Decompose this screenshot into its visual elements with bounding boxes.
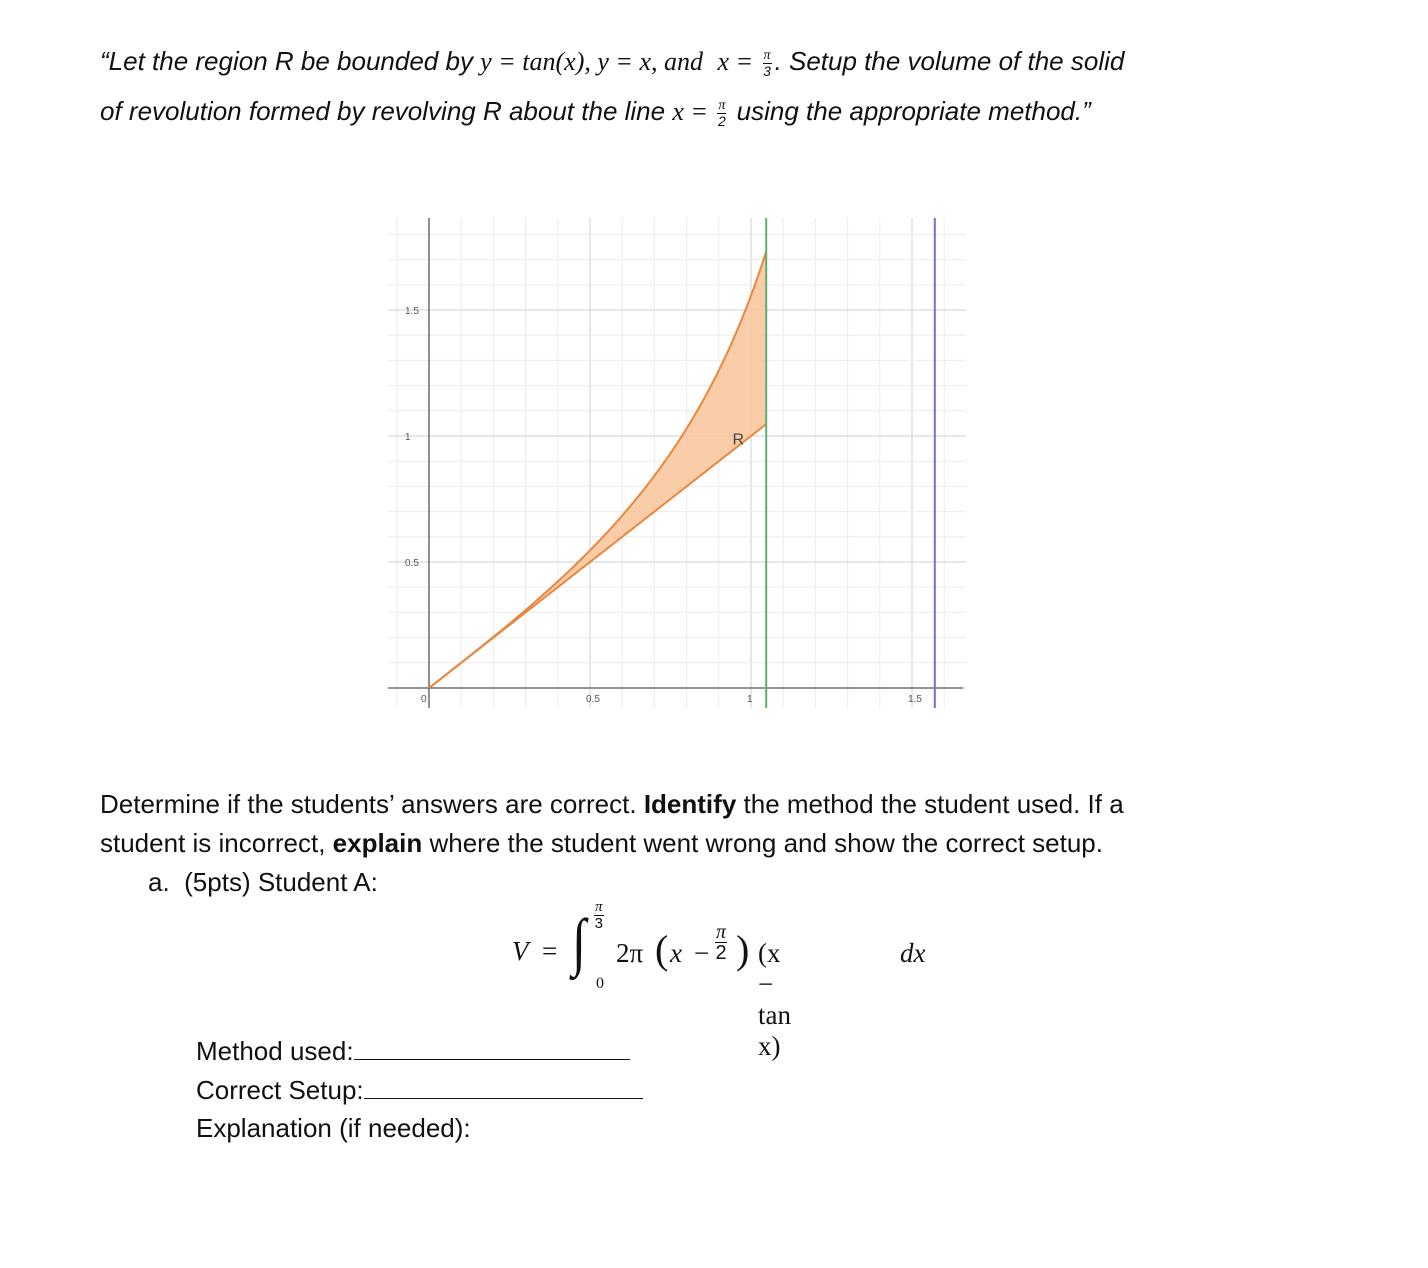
instr-bold-identify: Identify [643,789,737,819]
fraction-pi-over-3 [763,49,772,78]
instr-text: Determine if the students’ answers are correct. [100,789,644,819]
x-tick-label: 1.5 [908,694,922,705]
line-y-equals-x [429,424,766,688]
formula-two-pi: 2π [616,938,644,968]
pi-num: π [716,921,727,943]
math-x: x [639,47,651,76]
formula-equals: = [542,936,558,966]
math-x3: x [672,97,684,126]
lower-limit: 0 [596,975,604,992]
method-used-label: Method used: [196,1036,354,1066]
fraction-pi-over-2 [717,99,726,128]
method-used-row [196,1035,630,1067]
math-equals2: = [608,47,640,76]
formula-minus: − [694,938,710,968]
frac-num: π [763,47,771,63]
x-tick-label: 1 [747,694,753,705]
instr-text-3: student is incorrect, [100,828,333,858]
math-comma: , [651,47,664,76]
instr-text-2: the method the student used. If a [736,789,1124,819]
item-a [148,867,378,898]
correct-setup-row [196,1074,643,1106]
upper-num: π [595,899,603,915]
problem-text: “Let the region R be bounded by [100,46,481,76]
y-tick-label: 0.5 [405,558,419,569]
math-equals4: = [683,97,715,126]
problem-line-2 [100,96,1091,128]
problem-text-3: of revolution formed by revolving R about the line [100,96,673,126]
shaded-region-r [429,252,766,688]
problem-text-2: . Setup the volume of the solid [774,46,1125,76]
correct-setup-blank[interactable] [364,1074,643,1099]
problem-line-1 [100,46,1124,78]
x-tick-label: 0 [421,694,427,705]
math-and: and [664,47,703,76]
upper-limit [594,900,604,931]
explanation-label: Explanation (if needed): [196,1113,471,1143]
region-label: R [732,431,745,449]
item-letter: a. [148,867,170,897]
math-x2: x [717,47,729,76]
instr-text-4: where the student went wrong and show the correct setup. [422,828,1103,858]
formula-v: V [512,936,529,966]
math-y: y [480,47,492,76]
formula-factor: (x − tan x) [758,938,791,1061]
math-equals3: = [729,47,760,76]
formula-dx: dx [900,938,926,968]
instr-bold-explain: explain [332,828,423,858]
tan-curve [429,252,766,688]
paren-open: ( [655,927,669,972]
x-tick-label: 0.5 [586,694,600,705]
item-text: (5pts) Student A: [184,867,378,897]
pi-den: 2 [715,942,727,964]
math-equals: = [491,47,523,76]
instructions-line-1 [100,789,1124,820]
pi-over-2 [715,922,727,963]
problem-text-4: using the appropriate method.” [729,96,1091,126]
explanation-row [196,1113,471,1144]
frac-den: 2 [718,112,726,129]
math-tan-x: tan(x) [522,47,585,76]
correct-setup-label: Correct Setup: [196,1075,364,1105]
integral-sign: ∫ [572,906,587,977]
instructions-line-2 [100,828,1103,859]
math-y2: y [597,47,609,76]
paren-close: ) [736,927,750,972]
upper-den: 3 [594,915,603,932]
region-graph [388,218,966,708]
frac-num: π [718,97,726,113]
formula-x: x [670,938,682,968]
y-tick-label: 1.5 [405,306,419,317]
frac-den: 3 [763,62,771,79]
method-used-blank[interactable] [354,1035,630,1060]
math-sep: , [584,47,598,76]
y-tick-label: 1 [405,432,411,443]
